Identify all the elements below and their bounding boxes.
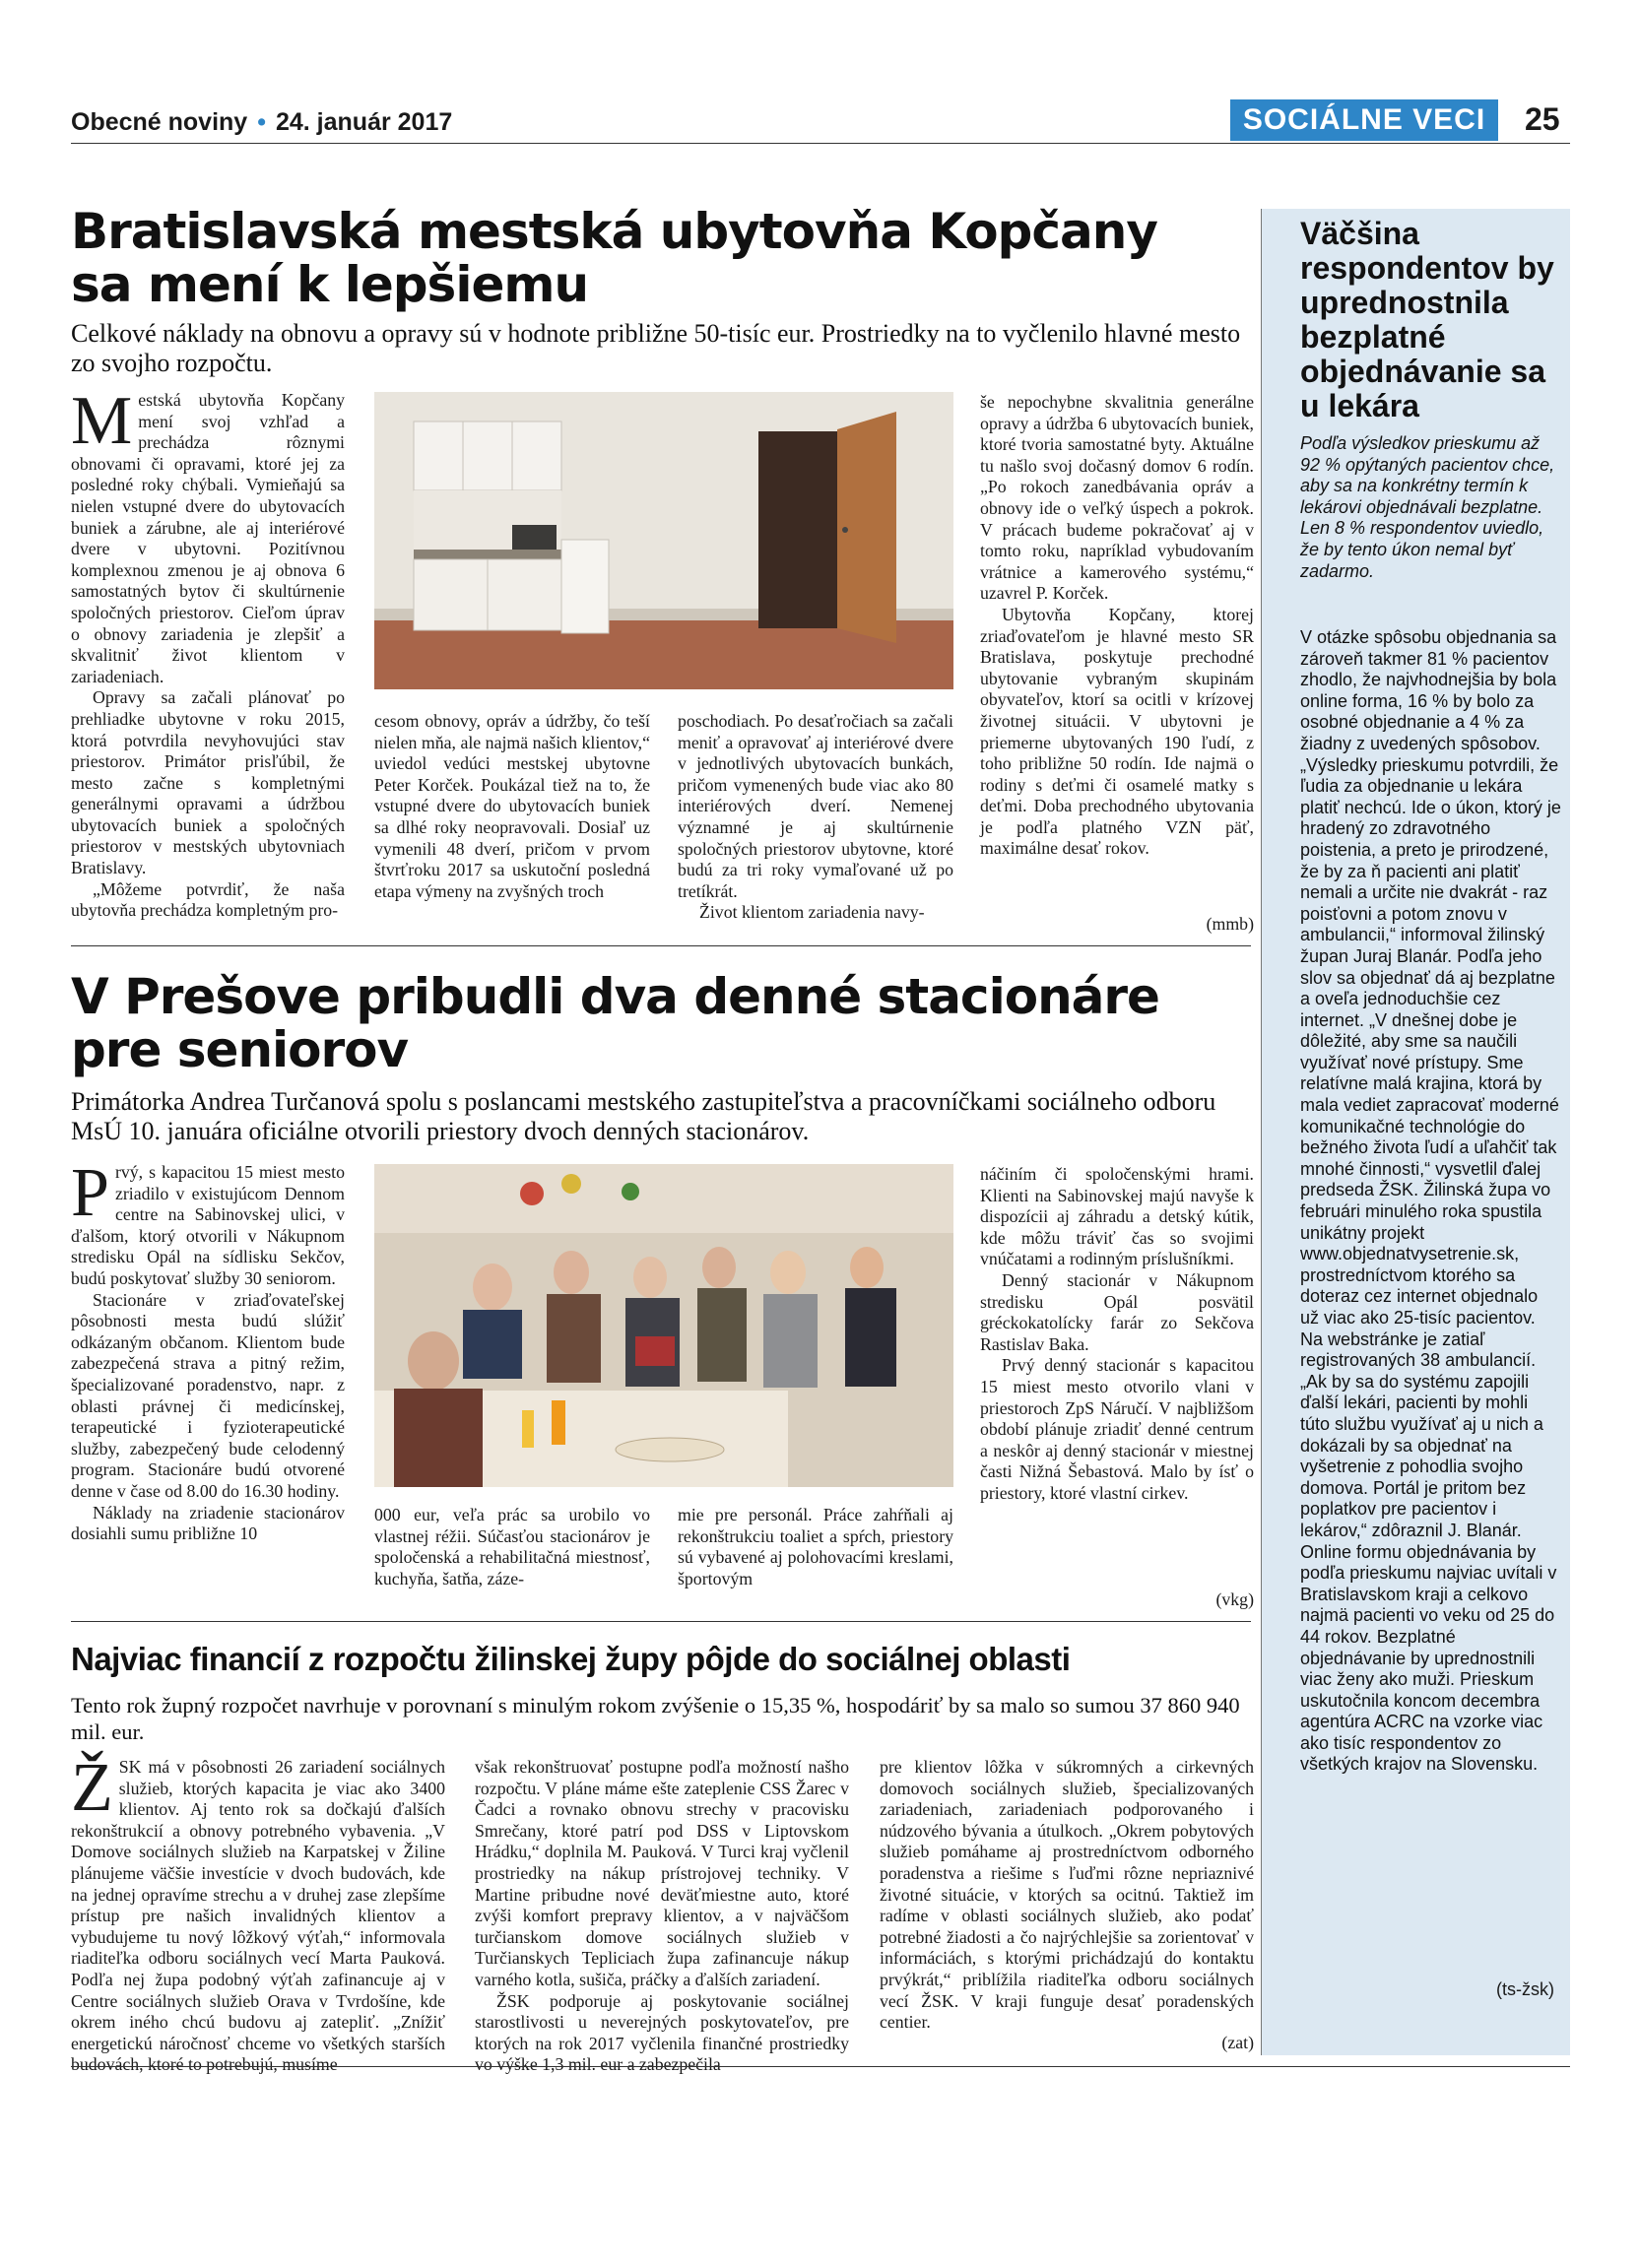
article1-signature: (mmb)	[1206, 914, 1254, 934]
article2-title-line2: pre seniorov	[71, 1021, 409, 1078]
sidebar-body	[1300, 627, 1561, 1776]
paragraph: pre klientov lôžka v súkromných a cirkevných domovoch sociálnych služieb, špecializovaných zariadeniach, zariadeniach podporovaného i núdzového bývania a útulkoch. „Okrem pobytových služieb pomáhame aj prostredníctvom odborného poradenstva a riešime s ľuďmi rôzne nepriaznivé životné situácie, v ktorých sa ocitnú. Taktiež im radíme v oblasti sociálnych služieb, ako podať potrebné žiadosti a čo najrýchlejšie sa zorientovať v informáciách, s ktorými prichádzajú do kontaktu prvýkrát,“ priblížila riaditeľka odboru sociálnych vecí ŽSK. V kraji funguje desať poradenských centier.	[880, 1757, 1254, 2033]
article1-title	[71, 205, 1243, 311]
article3-title: Najviac financií z rozpočtu žilinskej župy pôjde do sociálnej oblasti	[71, 1641, 1071, 1677]
article2-col1	[71, 1155, 345, 1545]
article2-col4	[980, 1164, 1254, 1505]
article1-col3	[678, 711, 953, 924]
paragraph: Denný stacionár v Nákupnom stredisku Opál posvätil gréckokatolícky farár zo Sekčova Rastislav Baka.	[980, 1269, 1254, 1354]
article2-signature: (vkg)	[1215, 1589, 1254, 1609]
paragraph: Život klientom zariadenia navy-	[699, 902, 925, 923]
paragraph: Ubytovňa Kopčany, ktorej zriaďovateľom je hlavné mesto SR Bratislava, poskytuje prechodné ubytovanie vybraným skupinám obyvateľov, ktorí sa ocitli v krízovej životnej situácii. V ubytovni je priemerne ubytovaných 190 ľudí, z toho približne 50 rodín. Ide najmä o rodiny s deťmi či osamelé matky s deťmi. Doba prechodného ubytovania je podľa platného VZN päť, maximálne desať rokov.	[980, 604, 1254, 859]
paragraph: V otázke spôsobu objednania sa zároveň takmer 81 % pacientov zhodlo, že najvhodnejšia by bola online forma, 16 % by bolo za osobné objednanie a 4 % za žiadny z uvedených spôsobov.	[1300, 627, 1557, 753]
article1-col4	[980, 392, 1254, 860]
article1-title-line2: sa mení k lepšiemu	[71, 256, 589, 313]
running-header	[71, 108, 452, 137]
photo-seniors-celebration	[374, 1164, 953, 1487]
sidebar-title: Väčšina respondentov by uprednostnila bezplatné objednávanie sa u lekára	[1300, 216, 1554, 423]
article1-lead: Celkové náklady na obnovu a opravy sú v hodnote približne 50-tisíc eur. Prostriedky na to vyčlenilo hlavné mesto zo svojho rozpočtu.	[71, 319, 1241, 377]
article1-title-line1: Bratislavská mestská ubytovňa Kopčany	[71, 203, 1157, 260]
paragraph: Stacionáre v zriaďovateľskej pôsobnosti mesta budú slúžiť odkázaným občanom. Klientom bude zabezpečená strava a pitný režim, špecializované poradenstvo, napr. z oblasti právnej či medicínskej, terapeutické i fyzioterapeutické služby, zabezpečený bude celodenný program. Stacionáre budú otvorené denne v čase od 8.00 do 16.30 hodiny.	[71, 1289, 345, 1501]
footer-rule	[71, 2066, 1570, 2067]
article1-col1	[71, 383, 345, 922]
issue-date: 24. január 2017	[275, 108, 453, 136]
paragraph: poschodiach. Po desaťročiach sa začali meniť a opravovať aj interiérové dvere v jednotlivých ubytovacích bunkách, pričom vymenených bude viac ako 80 interiérových dverí. Nemenej významné je aj skultúrnenie spoločných priestorov ubytovne, ktoré budú za tri roky vymaľované už po tretíkrát.	[678, 711, 953, 901]
paragraph: Náklady na zriadenie stacionárov dosiahli sumu približne 10	[71, 1502, 345, 1544]
drop-cap: M	[71, 383, 133, 459]
paragraph: še nepochybne skvalitnia generálne opravy a údržba 6 ubytovacích buniek, ktoré tvoria samostatné byty. Aktuálne tu našlo svoj dočasný domov 6 rodín. „Po rokoch zanedbávania opráv a obnovy ide o veľký úspech a pokrok. V prácach budeme pokračovať aj v tomto roku, napríklad vybudovaním vrátnice a kamerového systému,“ uzavrel P. Korček.	[980, 392, 1254, 604]
article2-title-line1: V Prešove pribudli dva denné stacionáre	[71, 968, 1159, 1025]
section-label: SOCIÁLNE VECI	[1230, 99, 1498, 141]
paragraph: Prvý denný stacionár s kapacitou 15 miest mesto otvorilo vlani v priestoroch ZpS Náručí. V najbližšom období plánuje zriadiť denné centrum a neskôr aj denný stacionár v miestnej časti Nižná Šebastová. Malo by ísť o priestory, ktoré vlastní cirkev.	[980, 1355, 1254, 1503]
paragraph: ŽSK podporuje aj poskytovanie sociálnej starostlivosti u neverejných poskytovateľov, pre ktorých na rok 2017 vyčlenila finančné prostriedky vo výške 1,3 mil. eur a zabezpečila	[475, 1990, 849, 2075]
drop-cap: P	[71, 1155, 109, 1231]
article3-col3	[880, 1757, 1254, 2034]
paragraph: mie pre personál. Práce zahŕňali aj rekonštrukciu toaliet a spŕch, priestory sú vybavené aj polohovacími kreslami, športovým	[678, 1505, 953, 1588]
sidebar-divider	[1261, 209, 1262, 2055]
article3-col2	[475, 1757, 849, 2076]
article2-col2	[374, 1505, 650, 1589]
paragraph: rvý, s kapacitou 15 miest mesto zriadilo v existujúcom Dennom centre na Sabinovskej ulici, v ďalšom, ktorý otvorili v Nákupnom stredisku Opál na sídlisku Sekčov, budú poskytovať služby 30 seniorom.	[71, 1162, 345, 1288]
paragraph: náčiním či spoločenskými hrami. Klienti na Sabinovskej majú navyše k dispozícii aj záhradu a detský kútik, kde môžu tráviť čas so svojimi vnúčatami a rodinným príslušníkmi.	[980, 1164, 1254, 1269]
paragraph: 000 eur, veľa prác sa urobilo vo vlastnej réžii. Súčasťou stacionárov je spoločenská a rehabilitačná miestnosť, kuchyňa, šatňa, záze-	[374, 1505, 650, 1588]
article3-col1	[71, 1750, 445, 2076]
paragraph: však rekonštruovať postupne podľa možností našho rozpočtu. V pláne máme ešte zateplenie CSS Žarec v Čadci a rovnako obnovu strechy v pracovisku Smrečany, ktoré patrí pod DSS v Liptovskom Hrádku,“ doplnila M. Pauková. V Turci kraj vyčlenil prostriedky na nákup prístrojovej techniky. V Martine pribudne nové deväťmiestne auto, ktoré zvýši komfort prepravy klientov, a v najväčšom turčianskom domove sociálnych služieb v Turčianskych Tepliciach župa zafinancuje nákup varného kotla, sušiča, práčky a ďalších zariadení.	[475, 1757, 849, 1989]
sidebar-intro: Podľa výsledkov prieskumu až 92 % opýtaných pacientov chce, aby sa na konkrétny termín k lekárovi objednávali bezplatne. Len 8 % respondentov uviedlo, že by tento úkon nemal byť zadarmo.	[1300, 433, 1555, 581]
article3-signature: (zat)	[1221, 2033, 1254, 2052]
drop-cap: Ž	[71, 1750, 113, 1826]
paragraph: Opravy sa začali plánovať po prehliadke ubytovne v roku 2015, ktorá potvrdila nevyhovujúci stav priestorov. Primátor prisľúbil, že mesto začne s kompletnými generálnymi opravami a údržbou ubytovacích buniek a spoločných priestorov v mestských ubytovniach Bratislavy.	[71, 687, 345, 878]
header-rule	[71, 143, 1570, 144]
article3-lead: Tento rok župný rozpočet navrhuje v porovnaní s minulým rokom zvýšenie o 15,35 %, hospodáriť by sa malo so sumou 37 860 940 mil. eur.	[71, 1693, 1240, 1744]
separator-dot: •	[257, 108, 266, 136]
paragraph: estská ubytovňa Kopčany mení svoj vzhľad a prechádza rôznymi obnovami či opravami, ktoré jej za posledné roky chýbali. Vymieňajú sa nielen vstupné dvere do ubytovacích buniek a zárubne, ale aj interiérové dvere v ubytovni. Pozitívnou komplexnou zmenou je aj obnova 6 samostatných bytov či skultúrnenie spoločných priestorov. Cieľom úprav o obnovy zariadenia je zlepšiť a skvalitniť život klientom v zariadeniach.	[71, 390, 345, 686]
paragraph: „Môžeme potvrdiť, že naša ubytovňa prechádza kompletným pro-	[71, 878, 345, 921]
article-divider	[71, 945, 1251, 946]
page-number: 25	[1525, 101, 1560, 137]
article2-col3	[678, 1505, 953, 1589]
paragraph: Online formu objednávania by podľa prieskumu najviac uvítali v Bratislavskom kraji a celkovo najmä pacienti vo veku od 25 do 44 rokov. Bezplatné objednávanie by uprednostnili viac ženy ako muži. Prieskum uskutočnila koncom decembra agentúra ACRC na vzorke viac ako tisíc respondentov zo všetkých krajov na Slovensku.	[1300, 1541, 1557, 1775]
photo-kitchenette	[374, 392, 953, 689]
publication-name: Obecné noviny	[71, 108, 248, 136]
article2-lead: Primátorka Andrea Turčanová spolu s poslancami mestského zastupiteľstva a pracovníčkami sociálneho odboru MsÚ 10. januára oficiálne otvorili priestory dvoch denných stacionárov.	[71, 1087, 1216, 1145]
paragraph: SK má v pôsobnosti 26 zariadení sociálnych služieb, ktorých kapacita je viac ako 3400 klientov. Aj tento rok sa dočkajú ďalších rekonštrukcií a obnovy potrebného vybavenia. „V Domove sociálnych služieb na Karpatskej v Žiline plánujeme väčšie investície v dvoch budovách, kde na jednej opravíme strechu a v druhej zase zlepšíme prístup pre našich invalidných klientov a vybudujeme tu nový lôžkový výťah,“ informovala riaditeľka odboru sociálnych vecí Marta Pauková. Podľa nej župa podobný výťah zafinancuje aj v Centre sociálnych služieb Orava v Tvrdošíne, kde okrem iného chcú budovu aj zatepliť. „Znížiť energetickú náročnosť chceme vo všetkých starších budovách, ktoré to potrebujú, musíme	[71, 1757, 445, 2075]
article-divider	[71, 1621, 1251, 1622]
article2-title	[71, 970, 1243, 1076]
article1-col2	[374, 711, 650, 902]
paragraph: „Výsledky prieskumu potvrdili, že ľudia za objednanie u lekára platiť nechcú. Ide o úkon, ktorý je hradený zo zdravotného poistenia, a preto je prirodzené, že by za ň pacienti ani platiť nemali a určite nie dvakrát - raz poisťovni a potom znovu v ambulancii,“ informoval žilinský župan Juraj Blanár. Podľa jeho slov sa objednať dá aj bezplatne a oveľa jednoduchšie cez internet. „V dnešnej dobe je dôležité, aby sme sa naučili využívať nové prístupy. Sme relatívne malá krajina, ktorá by mala vediet zapracovať moderné komunikačné technológie do bežného života ľudí a uľahčiť tak mnohé činnosti,“ vysvetlil ďalej predseda ŽSK. Žilinská župa vo februári minulého roka spustila unikátny projekt www.objednatvysetrenie.sk, prostredníctvom ktorého sa doteraz cez internet objednalo už viac ako 25-tisíc pacientov. Na webstránke je zatiaľ registrovaných 38 ambulancií. „Ak by sa do systému zapojili ďalší lekári, pacienti by mohli túto službu využívať aj u nich a dokázali by sa objednať na vyšetrenie z pohodlia svojho domova. Portál je pritom bez poplatkov pre pacientov i lekárov,“ zdôraznil J. Blanár.	[1300, 754, 1561, 1540]
paragraph: cesom obnovy, opráv a údržby, čo teší nielen mňa, ale najmä našich klientov,“ uviedol vedúci mestskej ubytovne Peter Korček. Poukázal tiež na to, že vstupné dvere do ubytovacích buniek sa dlhé roky neopravovali. Dosiaľ uz vymenili 48 dverí, pričom v prvom štvrťroku 2017 sa uskutoční posledná etapa výmeny na zvyšných troch	[374, 711, 650, 901]
sidebar-signature: (ts-žsk)	[1496, 1979, 1554, 1999]
